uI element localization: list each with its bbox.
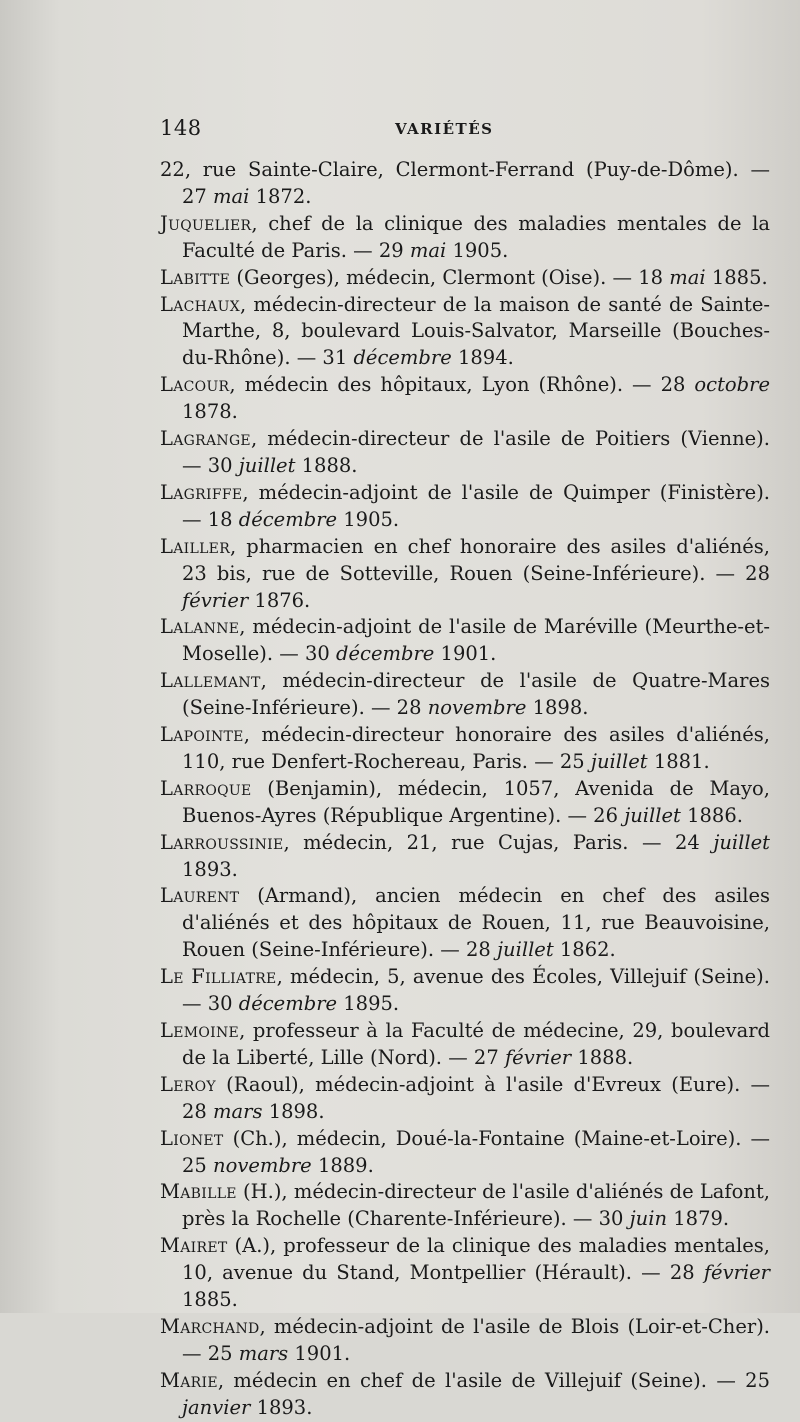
entry-date-year: 1876.: [254, 588, 311, 612]
list-item: [160, 1072, 770, 1126]
entry-text: (Georges), médecin, Clermont (Oise). —: [230, 265, 639, 289]
entry-name: Lemoine: [160, 1019, 240, 1042]
page-header: [160, 116, 780, 146]
entry-date-year: 1878.: [182, 400, 238, 424]
entry-date-month: février: [182, 588, 249, 612]
list-item: [160, 1018, 770, 1072]
list-item: [160, 480, 770, 534]
entry-date-year: 1898.: [532, 696, 589, 720]
entry-date-month: décembre: [238, 992, 338, 1016]
entry-text: , médecin-adjoint de l'asile de Quimper (Finistère). —: [182, 480, 770, 531]
entry-name: Labitte: [160, 265, 231, 289]
list-item: [160, 372, 770, 426]
entry-text: (H.), médecin-directeur de l'asile d'aliénés de Lafont, près la Rochelle (Charente-Inférieure). —: [182, 1180, 770, 1231]
entry-date-month: novembre: [427, 696, 527, 720]
entry-date-month: juillet: [590, 749, 648, 773]
list-item: [160, 534, 770, 615]
entry-date-day: 25: [559, 749, 585, 773]
entry-date-year: 1893.: [182, 857, 238, 881]
entry-date-day: 28: [182, 1099, 207, 1123]
entry-text: , médecin-adjoint de l'asile de Maréville (Meurthe-et-Moselle). —: [182, 615, 770, 666]
list-item: [160, 883, 770, 964]
list-item: [160, 614, 770, 668]
entry-date-month: février: [504, 1045, 572, 1069]
entry-text: (Armand), ancien médecin en chef des asiles d'aliénés et des hôpitaux de Rouen, 11, rue Beauvoisine, Rouen (Seine-Inférieure). —: [182, 884, 770, 962]
entry-text: (Benjamin), médecin, 1057, Avenida de Mayo, Buenos-Ayres (République Argentine). —: [182, 776, 770, 827]
entry-date-month: mars: [238, 1341, 289, 1365]
entry-date-day: 29: [378, 238, 404, 262]
entry-date-day: 30: [207, 992, 233, 1016]
list-item: [160, 292, 770, 373]
entry-date-year: 1862.: [559, 938, 616, 962]
entry-date-day: 27: [473, 1045, 499, 1069]
entry-date-month: janvier: [182, 1395, 251, 1419]
entry-date-month: décembre: [238, 507, 338, 531]
entry-name: Marie: [160, 1368, 218, 1392]
entry-name: Lacour: [160, 373, 230, 397]
entry-text: , médecin en chef de l'asile de Villejuif (Seine). —: [217, 1368, 746, 1392]
entry-date-day: 31: [322, 346, 348, 370]
entry-date-month: juillet: [624, 803, 681, 827]
entry-date-month: février: [703, 1261, 771, 1285]
entry-date-day: 26: [593, 803, 618, 827]
entry-text: , médecin-directeur de l'asile de Poitiers (Vienne). —: [182, 427, 770, 477]
entry-date-year: 1901.: [294, 1341, 351, 1365]
entry-date-year: 1879.: [673, 1207, 730, 1231]
entry-date-day: 28: [745, 561, 770, 585]
entry-date-year: 1888.: [577, 1045, 634, 1069]
entry-date-day: 24: [674, 830, 700, 854]
entry-name: Larroussinie: [160, 830, 284, 854]
entry-date-day: 30: [304, 642, 330, 666]
entry-name: Lagriffe: [160, 480, 243, 504]
list-item: [160, 1126, 770, 1180]
entry-text: (A.), professeur de la clinique des maladies mentales, 10, avenue du Stand, Montpellier (Hérault). —: [182, 1234, 770, 1285]
entry-text: , médecin, 21, rue Cujas, Paris. —: [283, 830, 675, 854]
entry-date-month: mai: [669, 265, 706, 289]
entry-text: , médecin-directeur de la maison de santé de Sainte-Marthe, 8, boulevard Louis-Salvator, Marseille (Bouches-du-Rhône). —: [182, 292, 770, 370]
list-item: [160, 668, 770, 722]
entry-name: Mabille: [160, 1180, 237, 1204]
entry-date-day: 18: [207, 507, 233, 531]
entry-name: Lionet: [160, 1126, 224, 1150]
entry-date-day: 28: [660, 373, 686, 397]
entry-date-year: 1888.: [301, 453, 358, 477]
entry-date-year: 1886.: [687, 803, 743, 827]
entry-name: Larroque: [160, 776, 252, 800]
entry-text: , chef de la clinique des maladies mentales de la Faculté de Paris. —: [182, 211, 770, 262]
entry-name: Lallemant: [160, 669, 261, 693]
entry-text: , médecin des hôpitaux, Lyon (Rhône). —: [229, 373, 661, 397]
entry-date-month: juillet: [713, 830, 771, 854]
entry-date-month: mai: [213, 184, 250, 208]
entry-text: , médecin-directeur de l'asile de Quatre-Mares (Seine-Inférieure). —: [182, 669, 770, 720]
entry-date-month: mai: [409, 238, 447, 262]
entry-date-year: 1894.: [457, 346, 514, 370]
entry-date-month: décembre: [353, 346, 452, 370]
entry-text: , médecin-adjoint de l'asile de Blois (Loir-et-Cher). —: [182, 1314, 770, 1365]
entry-text: (Raoul), médecin-adjoint à l'asile d'Evreux (Eure). —: [215, 1072, 770, 1096]
entry-text: , médecin-directeur honoraire des asiles d'aliénés, 110, rue Denfert-Rochereau, Paris. —: [182, 723, 770, 773]
list-item: [160, 776, 770, 830]
list-item: [160, 964, 770, 1018]
entry-name: Marchand: [160, 1314, 260, 1338]
entry-name: Mairet: [160, 1234, 228, 1258]
list-item: [160, 157, 770, 211]
entry-date-year: 1901.: [440, 642, 497, 666]
list-item: [160, 265, 770, 292]
entry-text: 22, rue Sainte-Claire, Clermont-Ferrand (Puy-de-Dôme). —: [160, 158, 770, 181]
entry-name: Lapointe: [160, 723, 244, 747]
entry-date-year: 1905.: [343, 507, 400, 531]
entries-list: [160, 157, 770, 1422]
entry-date-year: 1885.: [711, 265, 768, 289]
entry-name: Laurent: [160, 884, 240, 908]
entry-date-day: 18: [638, 265, 664, 289]
list-item: [160, 1368, 770, 1422]
entry-date-month: juillet: [238, 453, 296, 477]
page-number: 148: [160, 116, 202, 140]
entry-date-month: juin: [629, 1207, 668, 1231]
entry-text: , pharmacien en chef honoraire des asiles d'aliénés, 23 bis, rue de Sotteville, Rouen (Seine-Inférieure). —: [182, 534, 770, 585]
list-item: [160, 1179, 770, 1233]
list-item: [160, 1314, 770, 1368]
entry-text: (Ch.), médecin, Doué-la-Fontaine (Maine-et-Loire). —: [223, 1126, 770, 1150]
entry-date-day: 30: [598, 1207, 624, 1231]
entry-date-day: 25: [745, 1368, 770, 1392]
entry-date-day: 28: [396, 696, 422, 720]
entry-date-year: 1881.: [653, 749, 710, 773]
entry-date-month: juillet: [496, 938, 554, 962]
running-title: VARIÉTÉS: [395, 120, 494, 138]
list-item: [160, 722, 770, 776]
entry-text: , professeur à la Faculté de médecine, 29, boulevard de la Liberté, Lille (Nord). —: [182, 1019, 770, 1069]
entry-name: Lalanne: [160, 615, 240, 639]
entry-date-year: 1889.: [317, 1153, 374, 1177]
entry-date-day: 28: [465, 938, 491, 962]
entry-date-month: octobre: [694, 373, 770, 397]
entry-date-day: 25: [207, 1341, 233, 1365]
entry-text: , médecin, 5, avenue des Écoles, Villejuif (Seine). —: [182, 965, 770, 1016]
entry-date-month: mars: [213, 1099, 263, 1123]
entry-date-year: 1885.: [182, 1288, 238, 1312]
entry-date-day: 28: [669, 1261, 695, 1285]
entry-name: Lachaux: [160, 292, 240, 316]
entry-name: Leroy: [160, 1072, 216, 1096]
entry-date-year: 1905.: [452, 238, 509, 262]
entry-name: Juquelier: [160, 211, 252, 235]
entry-date-year: 1872.: [255, 184, 312, 208]
entry-date-month: décembre: [336, 642, 435, 666]
entry-name: Lailler: [160, 534, 231, 558]
entry-name: Le Filliatre: [160, 965, 277, 989]
list-item: [160, 211, 770, 265]
entry-date-year: 1893.: [256, 1395, 313, 1419]
entry-date-year: 1895.: [343, 992, 400, 1016]
entry-date-day: 25: [182, 1153, 207, 1177]
entry-date-day: 30: [207, 453, 233, 477]
entry-date-month: novembre: [213, 1153, 312, 1177]
entry-date-day: 27: [182, 184, 207, 208]
list-item: [160, 426, 770, 480]
entry-name: Lagrange: [160, 427, 251, 451]
list-item: [160, 830, 770, 884]
entry-date-year: 1898.: [268, 1099, 325, 1123]
list-item: [160, 1233, 770, 1314]
